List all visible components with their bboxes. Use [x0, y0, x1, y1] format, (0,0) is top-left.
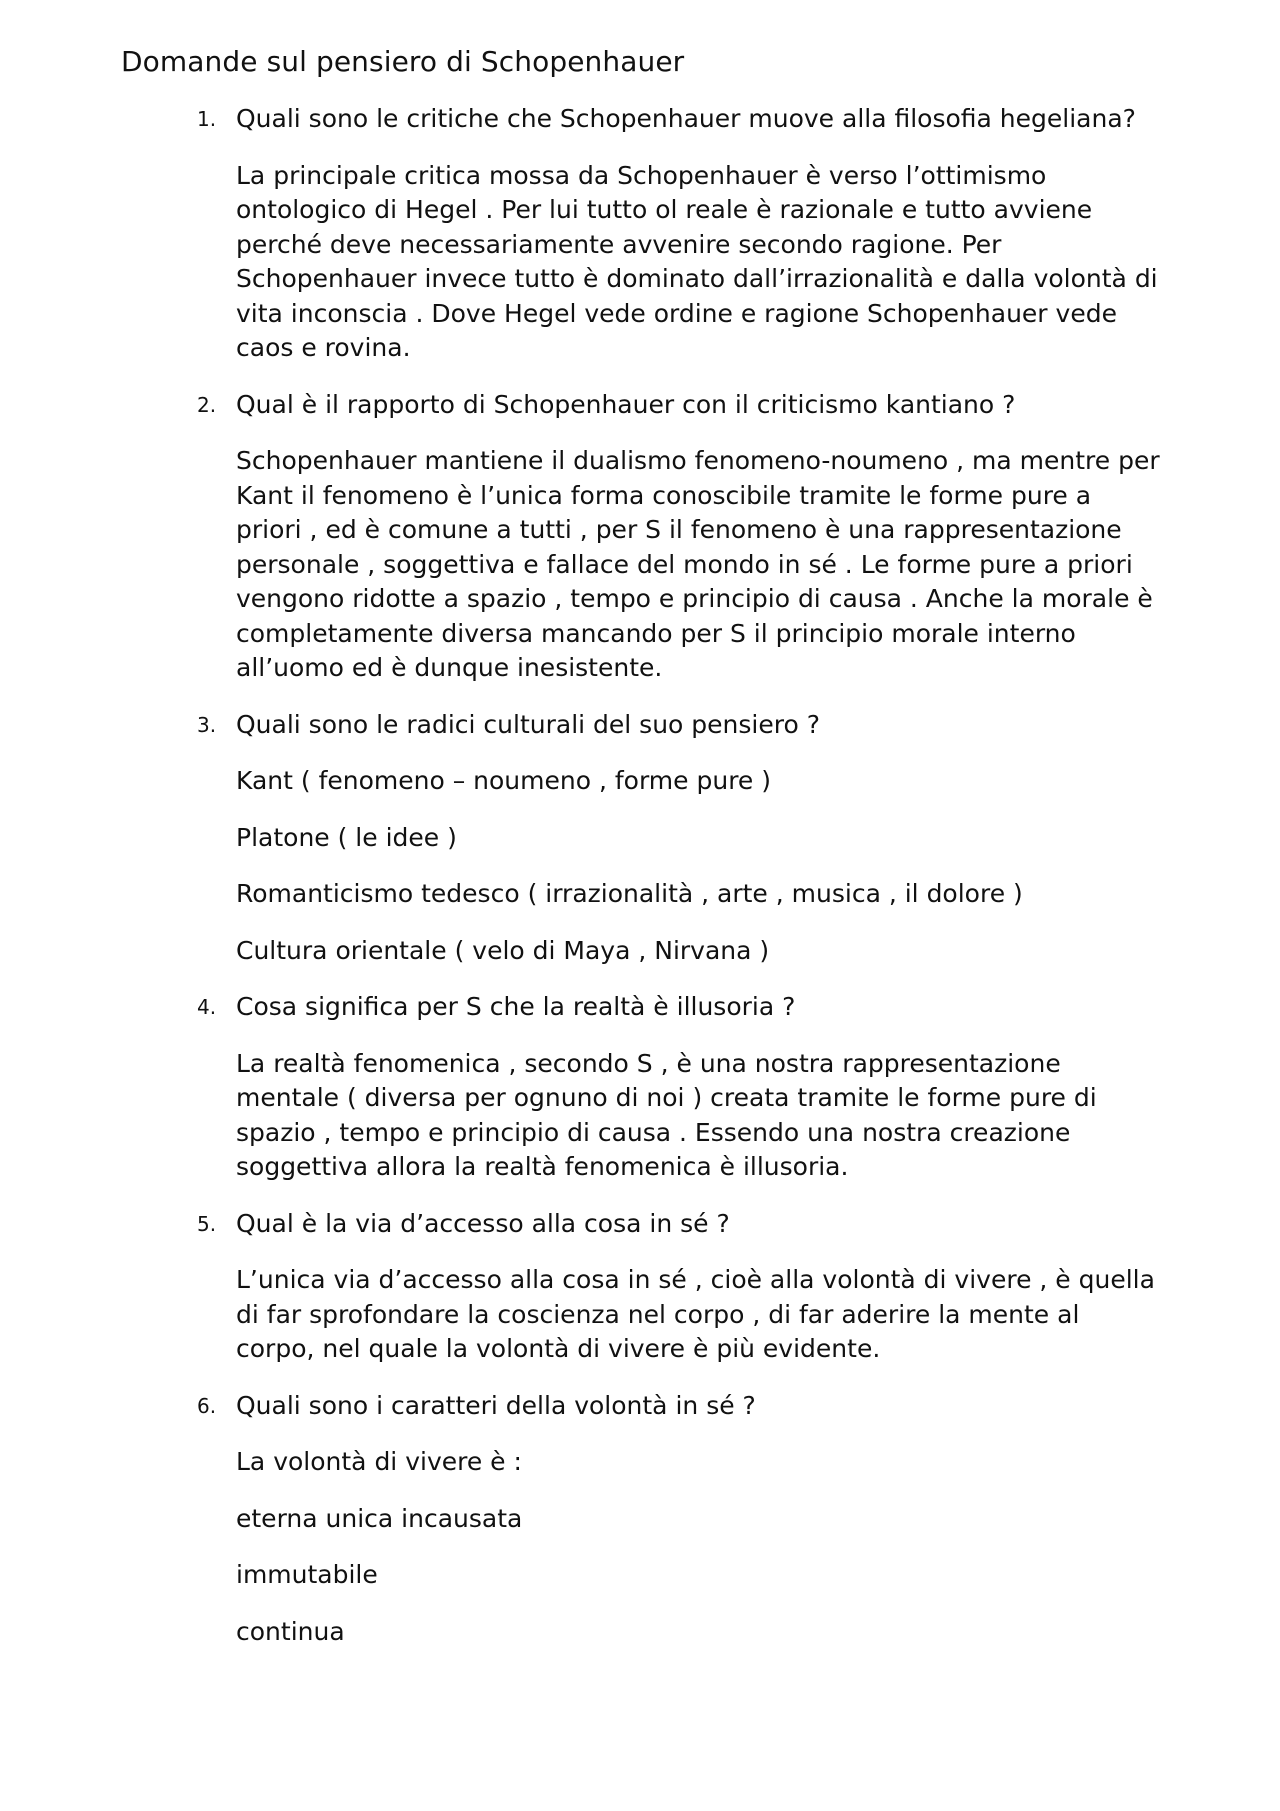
- question-item-1: [121, 102, 1163, 366]
- question-item-3: [121, 708, 1163, 969]
- question-text: Qual è la via d’accesso alla cosa in sé ?: [236, 1208, 730, 1238]
- question-text: Quali sono le critiche che Schopenhauer muove alla filosofia hegeliana?: [236, 104, 1136, 133]
- answer-block: [236, 1263, 1163, 1367]
- answer-line: Kant ( fenomeno – noumeno , forme pure ): [236, 766, 771, 795]
- question-number: 2.: [197, 392, 217, 417]
- question-text: Qual è il rapporto di Schopenhauer con il criticismo kantiano ?: [236, 389, 1016, 419]
- answer-paragraph: La realtà fenomenica , secondo S , è una nostra rappresentazione mentale ( diversa per ognuno di noi ) creata tramite le forme pure di spazio , tempo e principio di causa . Essendo una nostra creazione soggettiva allora la realtà fenomenica è illusoria.: [236, 1048, 1097, 1181]
- question-list: [121, 102, 1280, 1649]
- answer-paragraph: La principale critica mossa da Schopenhauer è verso l’ottimismo ontologico di Hegel . Per lui tutto ol reale è razionale e tutto avviene perché deve necessariamente avvenire secondo ragione. Per Schopenhauer invece tutto è dominato dall’irrazionalità e dalla volontà di vita inconscia . Dove Hegel vede ordine e ragione Schopenhauer vede caos e rovina.: [236, 160, 1158, 362]
- question-text: Quali sono le radici culturali del suo pensiero ?: [236, 709, 820, 739]
- question-item-6: [121, 1389, 1163, 1650]
- question-number: 5.: [197, 1211, 217, 1236]
- answer-block: [236, 159, 1163, 366]
- question-number: 6.: [197, 1393, 217, 1418]
- answer-paragraph: L’unica via d’accesso alla cosa in sé , cioè alla volontà di vivere , è quella di far sprofondare la coscienza nel corpo , di far aderire la mente al corpo, nel quale la volontà di vivere è più evidente.: [236, 1265, 1155, 1363]
- question-number: 3.: [197, 712, 217, 737]
- question-text: Quali sono i caratteri della volontà in sé ?: [236, 1390, 756, 1420]
- question-number: 4.: [197, 995, 217, 1019]
- answer-line: eterna unica incausata: [236, 1503, 523, 1533]
- answer-line: continua: [236, 1616, 345, 1646]
- answer-block: [236, 444, 1163, 686]
- document-title: Domande sul pensiero di Schopenhauer: [121, 45, 685, 78]
- answer-block: [236, 764, 1163, 968]
- answer-line: Cultura orientale ( velo di Maya , Nirvana ): [236, 935, 770, 965]
- question-text: Cosa significa per S che la realtà è illusoria ?: [236, 992, 796, 1021]
- question-item-2: [121, 388, 1163, 686]
- answer-line: Platone ( le idee ): [236, 822, 457, 852]
- question-number: 1.: [197, 107, 217, 131]
- answer-block: [236, 1047, 1163, 1185]
- question-item-4: [121, 990, 1163, 1185]
- answer-line: La volontà di vivere è :: [236, 1447, 522, 1476]
- question-item-5: [121, 1207, 1163, 1367]
- answer-block: [236, 1445, 1163, 1649]
- answer-line: immutabile: [236, 1560, 378, 1589]
- answer-line: Romanticismo tedesco ( irrazionalità , arte , musica , il dolore ): [236, 879, 1023, 908]
- answer-paragraph: Schopenhauer mantiene il dualismo fenomeno-noumeno , ma mentre per Kant il fenomeno è l’unica forma conoscibile tramite le forme pure a priori , ed è comune a tutti , per S il fenomeno è una rappresentazione personale , soggettiva e fallace del mondo in sé . Le forme pure a priori vengono ridotte a spazio , tempo e principio di causa . Anche la morale è completamente diversa mancando per S il principio morale interno all’uomo ed è dunque inesistente.: [236, 446, 1160, 682]
